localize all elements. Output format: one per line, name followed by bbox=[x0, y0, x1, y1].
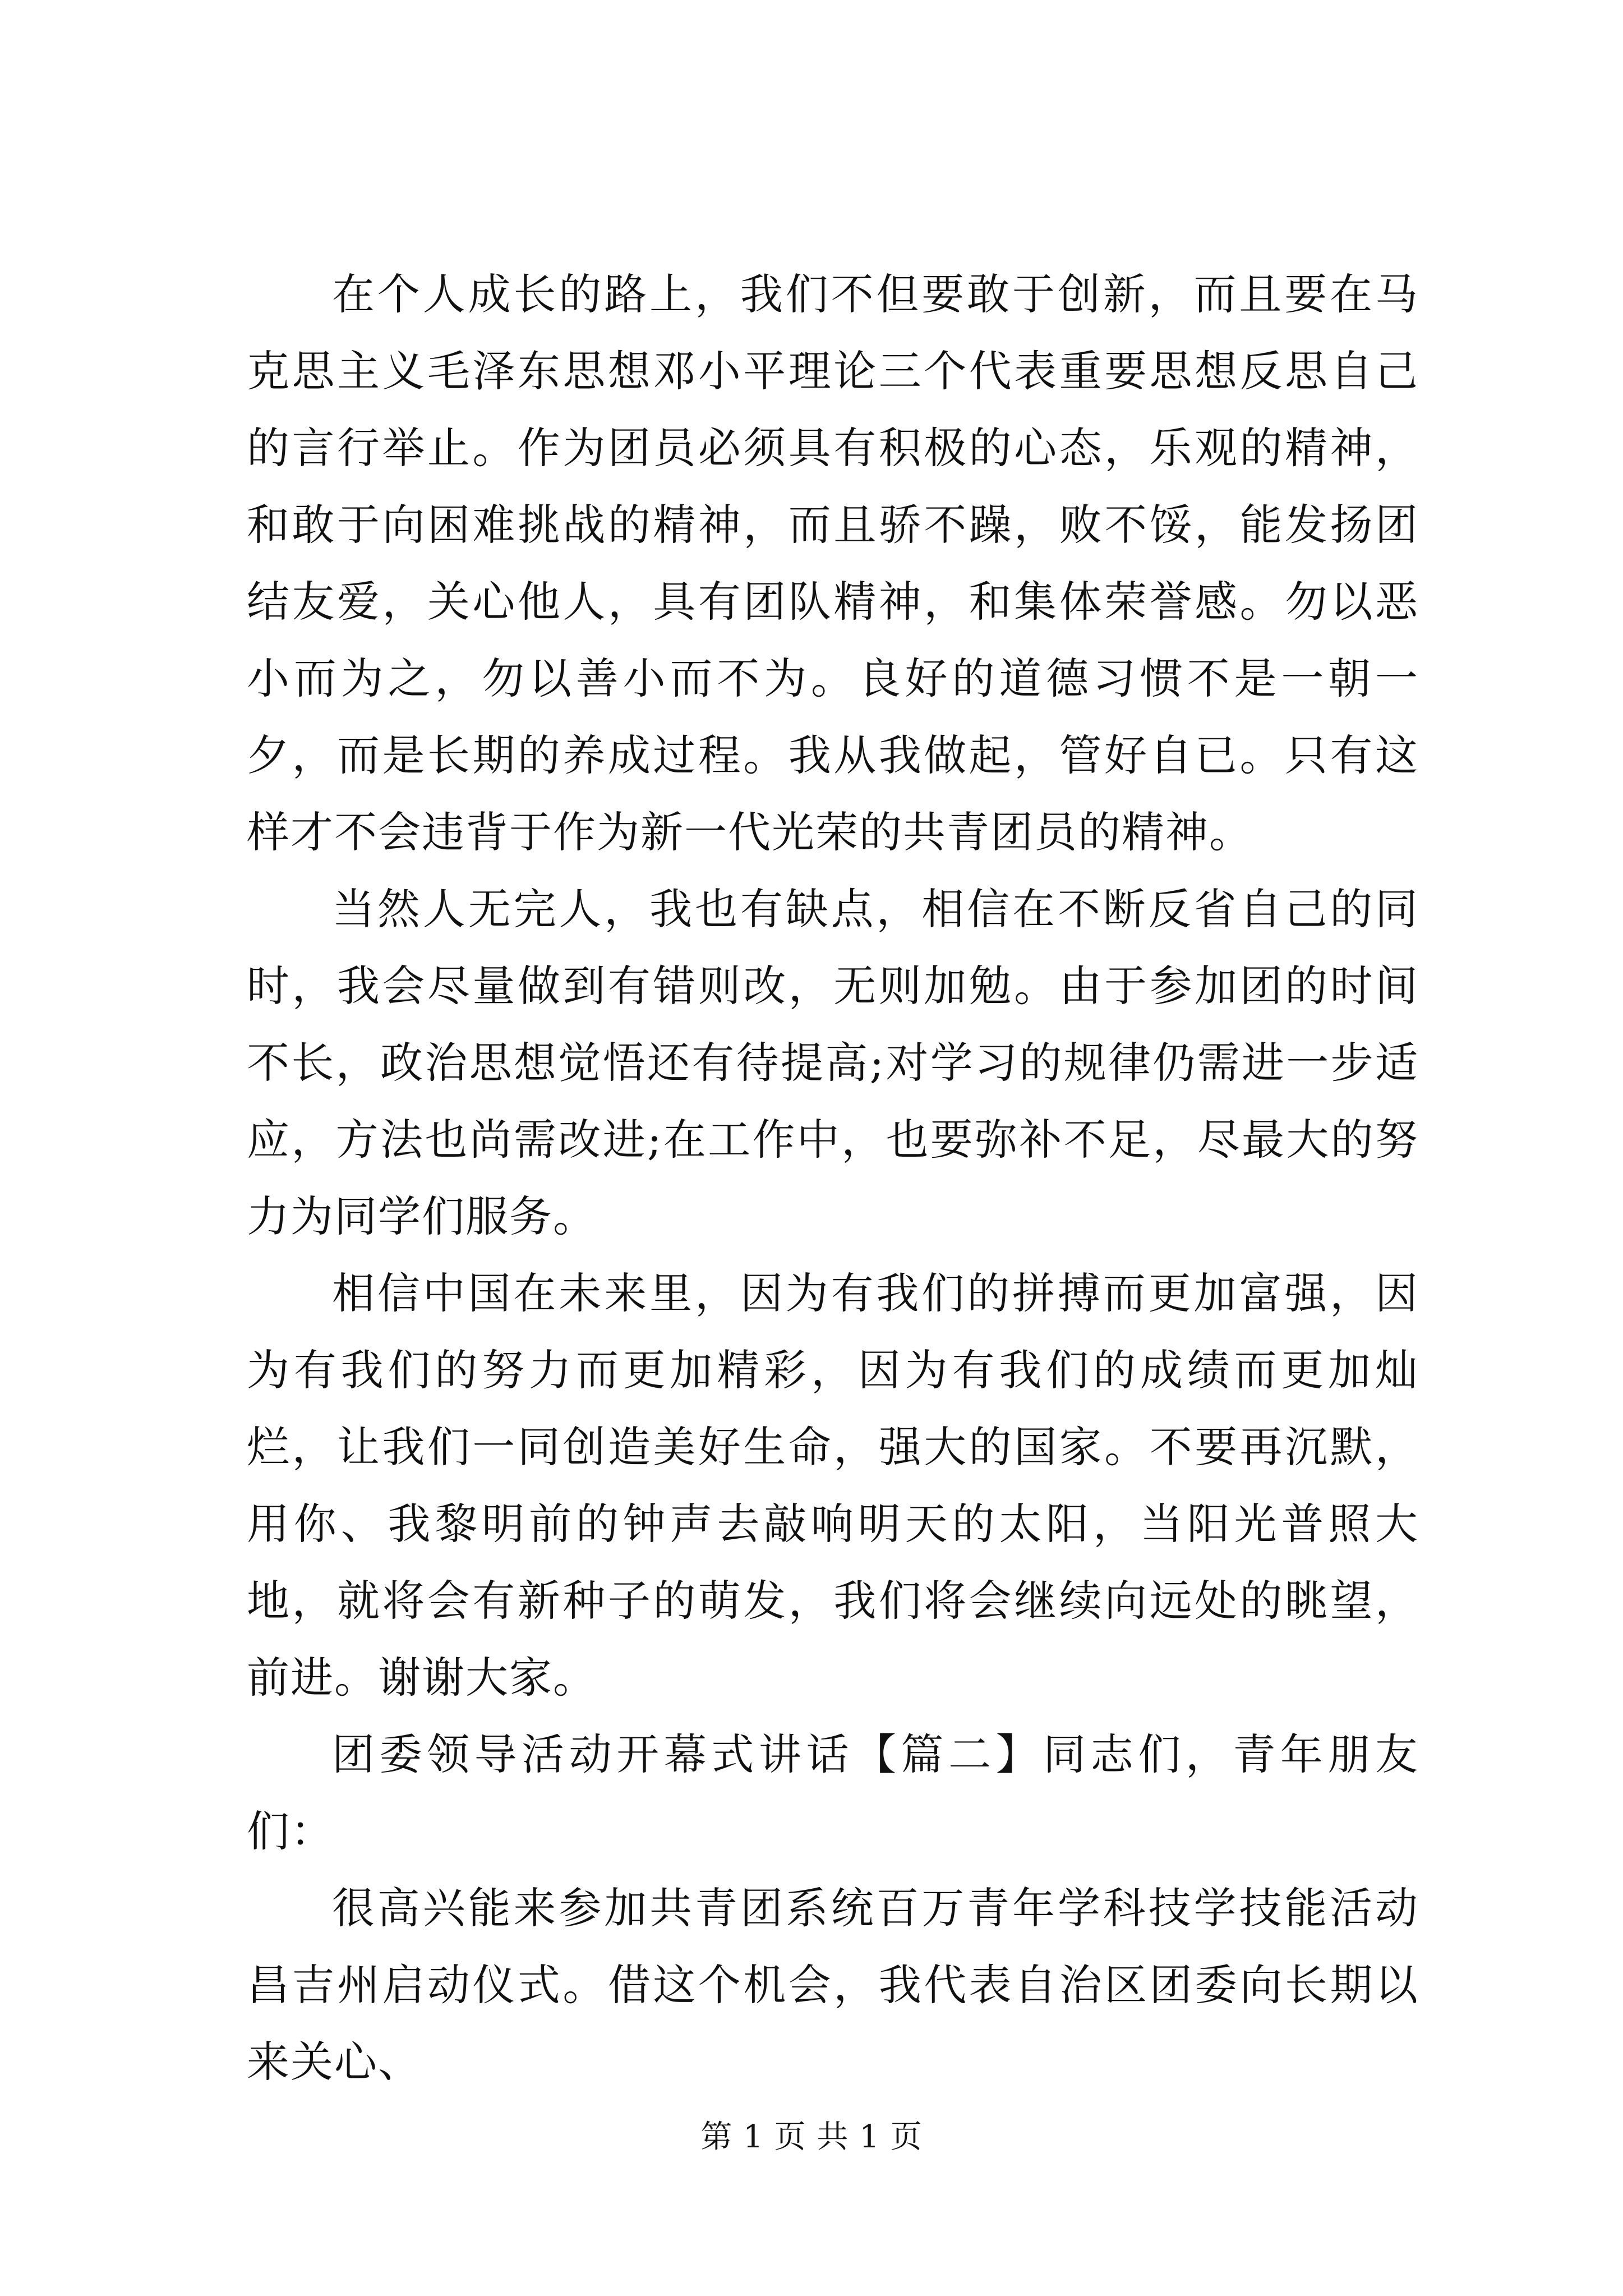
paragraph-2: 当然人无完人，我也有缺点，相信在不断反省自己的同时，我会尽量做到有错则改，无则加勉。由于参加团的时间不长，政治思想觉悟还有待提高;对学习的规律仍需进一步适应，方法也尚需改进;在工作中，也要弥补不足，尽最大的努力为同学们服务。 bbox=[247, 884, 1419, 1241]
document-body bbox=[247, 256, 1419, 2100]
paragraph-4: 团委领导活动开幕式讲话【篇二】同志们，青年朋友们： bbox=[247, 1729, 1419, 1856]
paragraph-3: 相信中国在未来里，因为有我们的拼搏而更加富强，因为有我们的努力而更加精彩，因为有我们的成绩而更加灿烂，让我们一同创造美好生命，强大的国家。不要再沉默，用你、我黎明前的钟声去敲响明天的太阳，当阳光普照大地，就将会有新种子的萌发，我们将会继续向远处的眺望，前进。谢谢大家。 bbox=[247, 1268, 1419, 1703]
paragraph-1: 在个人成长的路上，我们不但要敢于创新，而且要在马克思主义毛泽东思想邓小平理论三个代表重要思想反思自己的言行举止。作为团员必须具有积极的心态，乐观的精神，和敢于向困难挑战的精神，而且骄不躁，败不馁，能发扬团结友爱，关心他人，具有团队精神，和集体荣誉感。勿以恶小而为之，勿以善小而不为。良好的道德习惯不是一朝一夕，而是长期的养成过程。我从我做起，管好自已。只有这样才不会违背于作为新一代光荣的共青团员的精神。 bbox=[247, 269, 1419, 857]
page-footer: 第 1 页 共 1 页 bbox=[700, 2119, 923, 2155]
paragraph-5: 很高兴能来参加共青团系统百万青年学科技学技能活动昌吉州启动仪式。借这个机会，我代表自治区团委向长期以来关心、 bbox=[247, 1883, 1419, 2087]
